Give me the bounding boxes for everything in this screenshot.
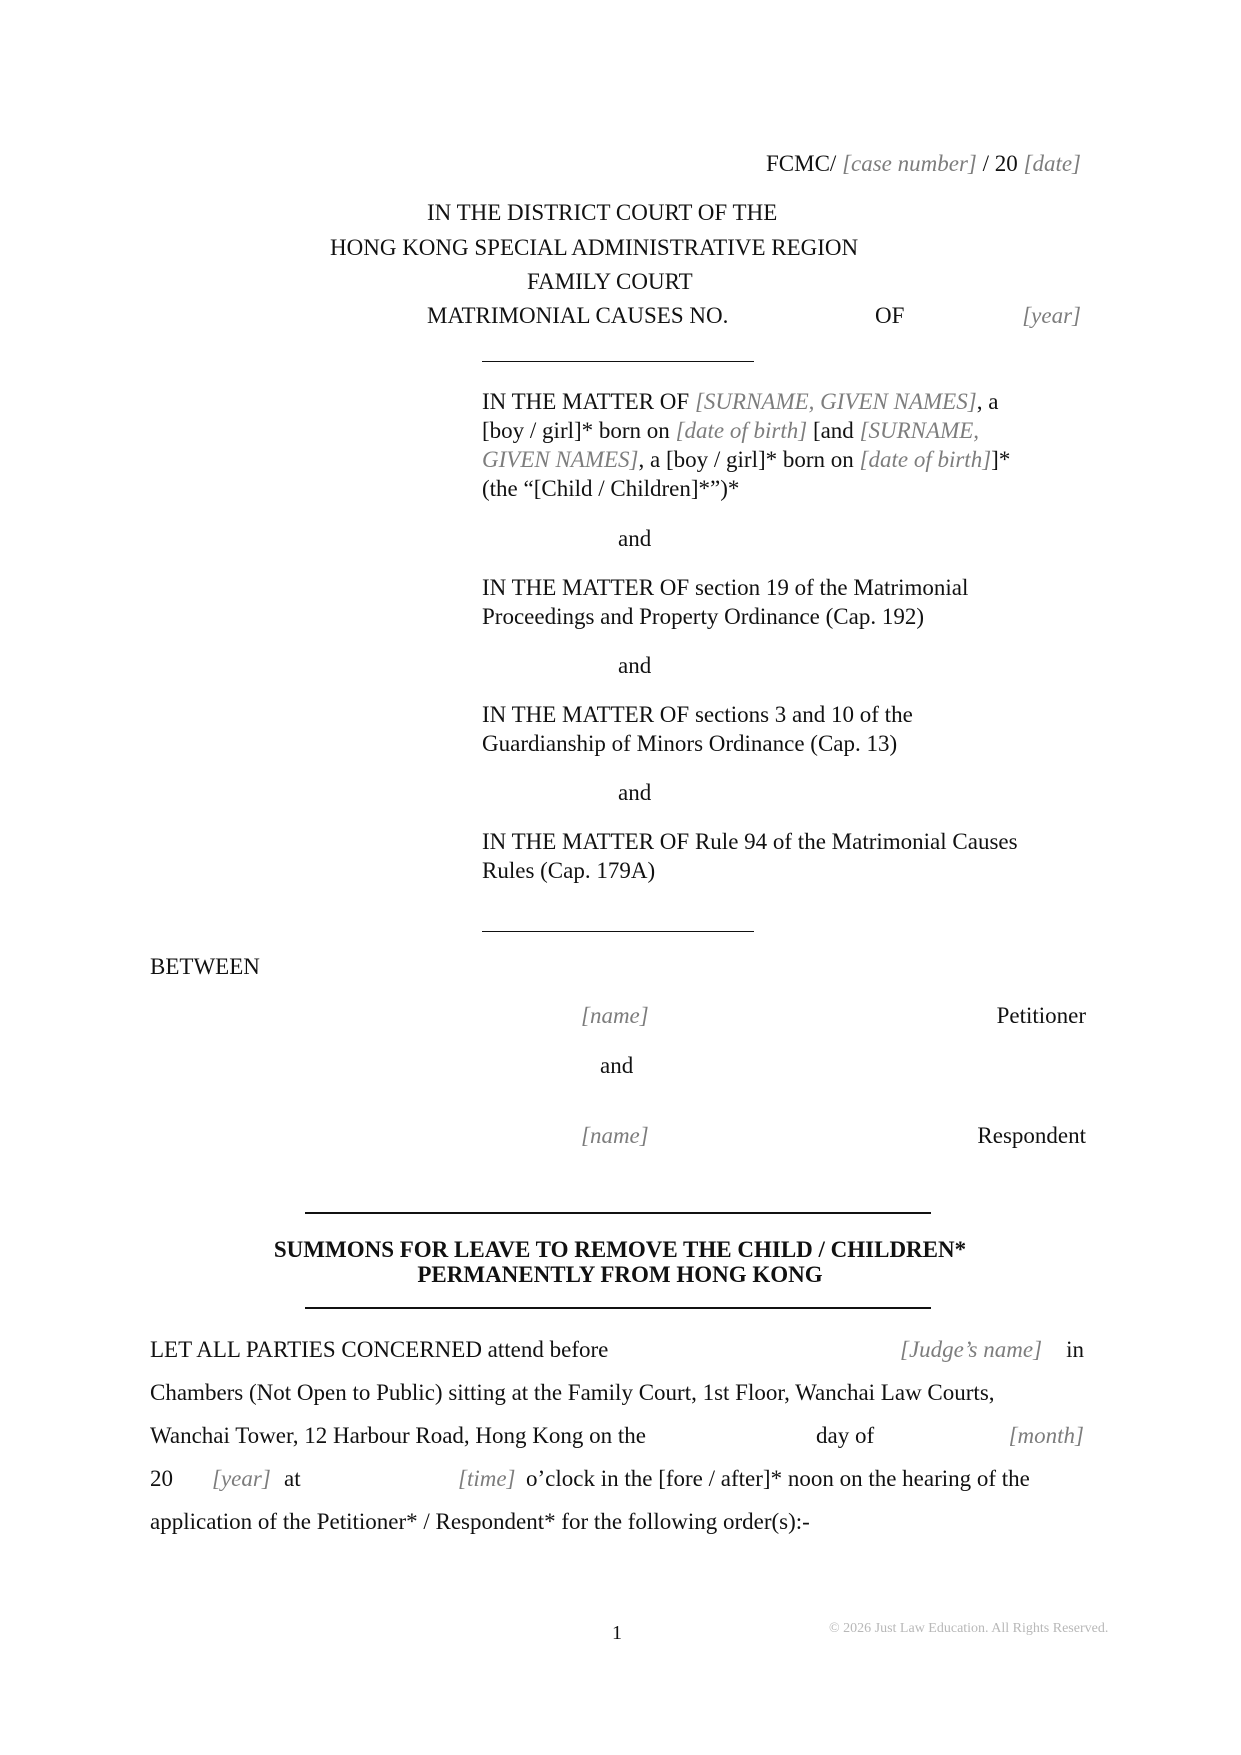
court-heading-line3: FAMILY COURT (527, 269, 693, 294)
page-number: 1 (612, 1622, 622, 1644)
second-child-name-field-cont[interactable]: GIVEN NAMES] (482, 447, 639, 472)
body-line: 20 [year] at [time] o’clock in the [fore / after]* noon on the hearing of the (150, 1464, 1084, 1494)
ref-slash: / 20 (982, 151, 1018, 176)
body-line: LET ALL PARTIES CONCERNED attend before [Judge’s name] in (150, 1335, 1084, 1365)
judge-name-field[interactable]: [Judge’s name] (900, 1337, 1043, 1362)
matter-children: IN THE MATTER OF [SURNAME, GIVEN NAMES], a [boy / girl]* born on [date of birth] [and [SURNAME, GIVEN NAMES], a [boy / girl]* born on [date of birth]]* (the “[Child / Children]*”)* (482, 389, 1011, 501)
body-line: Chambers (Not Open to Public) sitting at the Family Court, 1st Floor, Wanchai Law Courts, (150, 1380, 995, 1405)
body-line: Wanchai Tower, 12 Harbour Road, Hong Kong on the day of [month] (150, 1421, 1084, 1451)
case-reference (766, 152, 1081, 175)
petitioner-label: Petitioner (996, 1003, 1086, 1028)
date-field[interactable]: [date] (1023, 151, 1081, 176)
parties-and: and (600, 1053, 634, 1078)
matter-section-19: IN THE MATTER OF section 19 of the Matrimonial Proceedings and Property Ordinance (Cap. 192) (482, 575, 969, 629)
second-child-dob-field[interactable]: [date of birth] (859, 447, 992, 472)
divider-top (482, 361, 754, 362)
month-field[interactable]: [month] (1008, 1423, 1084, 1448)
divider-matters (482, 931, 754, 932)
between-label: BETWEEN (150, 954, 260, 979)
copyright-notice: © 2026 Just Law Education. All Rights Reserved. (829, 1621, 1109, 1636)
hearing-time-field[interactable]: [time] (458, 1466, 516, 1491)
respondent-label: Respondent (977, 1123, 1086, 1148)
matter-rule-94: IN THE MATTER OF Rule 94 of the Matrimonial Causes Rules (Cap. 179A) (482, 829, 1018, 883)
child-dob-field[interactable]: [date of birth] (675, 418, 808, 443)
respondent-name-field[interactable]: [name] (581, 1123, 649, 1148)
child-name-field[interactable]: [SURNAME, GIVEN NAMES] (694, 389, 977, 414)
hearing-year-field[interactable]: [year] (212, 1466, 271, 1491)
body-line: application of the Petitioner* / Respondent* for the following order(s):- (150, 1509, 810, 1534)
and-connector: and (618, 780, 652, 805)
matter-guardianship: IN THE MATTER OF sections 3 and 10 of the Guardianship of Minors Ordinance (Cap. 13) (482, 702, 913, 756)
and-connector: and (618, 653, 652, 678)
causes-year-field[interactable]: [year] (1022, 303, 1081, 328)
title-rule-bottom (305, 1307, 931, 1309)
causes-of: OF (875, 303, 905, 328)
ref-prefix: FCMC/ (765, 151, 837, 176)
petitioner-name-field[interactable]: [name] (581, 1003, 649, 1028)
court-heading-line1: IN THE DISTRICT COURT OF THE (427, 200, 778, 225)
and-connector: and (618, 526, 652, 551)
causes-label: MATRIMONIAL CAUSES NO. (427, 303, 729, 328)
title-rule-top (305, 1212, 931, 1214)
document-title-line2: PERMANENTLY FROM HONG KONG (417, 1262, 823, 1287)
court-heading-line2: HONG KONG SPECIAL ADMINISTRATIVE REGION (330, 235, 859, 260)
second-child-name-field[interactable]: [SURNAME, (859, 418, 980, 443)
case-number-field[interactable]: [case number] (842, 151, 977, 176)
document-title-line1: SUMMONS FOR LEAVE TO REMOVE THE CHILD / CHILDREN* (273, 1237, 967, 1262)
